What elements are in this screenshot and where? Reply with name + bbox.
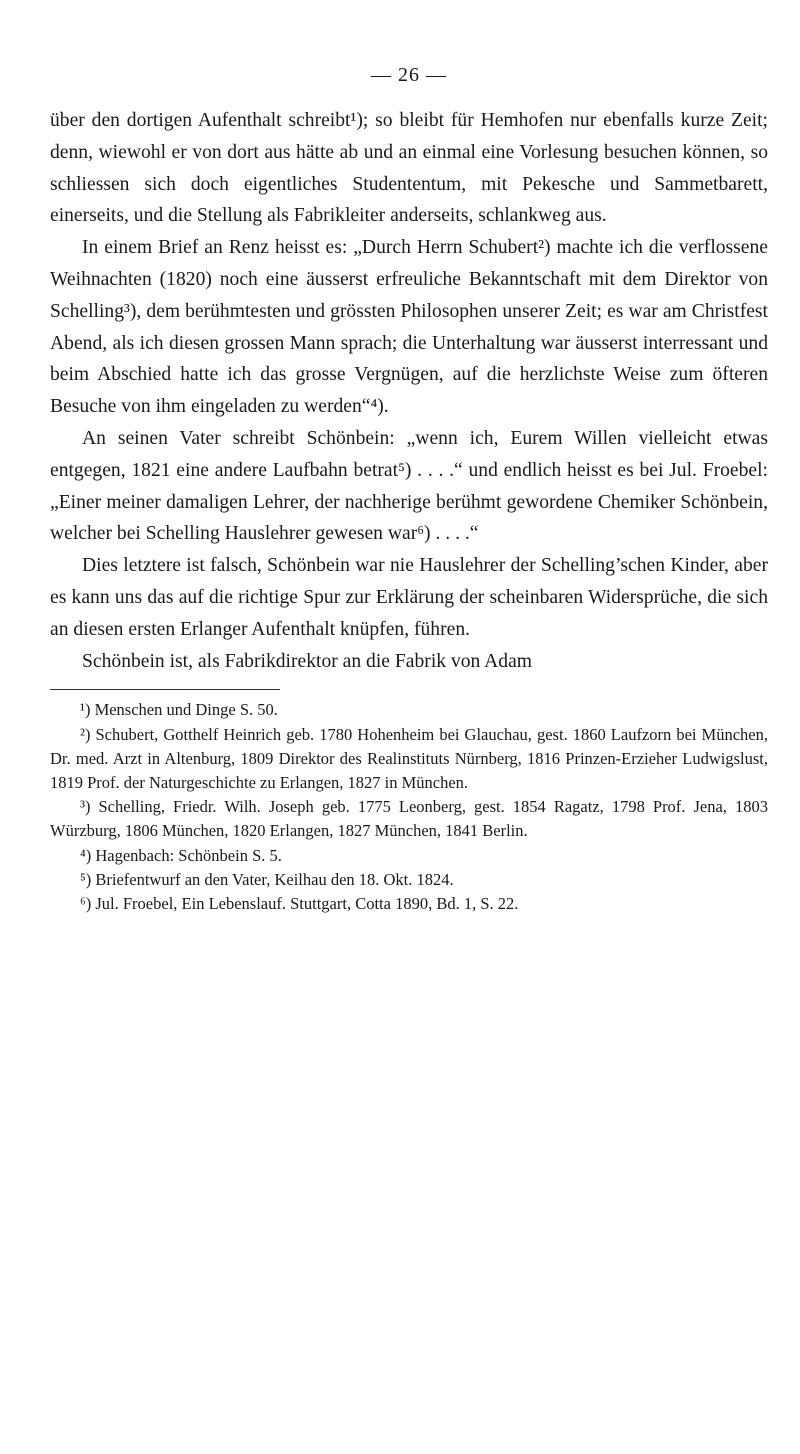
paragraph: Schönbein ist, als Fabrikdirektor an die Fabrik von Adam	[82, 650, 533, 672]
main-text	[50, 105, 768, 677]
book-page	[50, 0, 768, 916]
paragraph: In einem Brief an Renz heisst es: „Durch Herrn Schubert²) machte ich die verflossene Weihnachten (1820) noch eine äusserst erfreuliche Bekanntschaft mit dem Direktor von Schelling³), dem berühmtesten und grössten Philosophen unserer Zeit; es war am Christfest Abend, als ich diesen grossen Mann sprach; die Unterhaltung war äusserst interressant und beim Abschied hatte ich das grosse Vergnügen, auf die herzlichste Weise zum öfteren Besuche von ihm eingeladen zu werden“⁴).	[50, 237, 768, 418]
footnotes	[50, 698, 768, 916]
page-number: — 26 —	[371, 64, 447, 86]
footnote: ³) Schelling, Friedr. Wilh. Joseph geb. 1775 Leonberg, gest. 1854 Ragatz, 1798 Prof. Jena, 1803 Würzburg, 1806 München, 1820 Erlangen, 1827 München, 1841 Berlin.	[50, 797, 768, 841]
paragraph: An seinen Vater schreibt Schönbein: „wenn ich, Eurem Willen vielleicht etwas entgegen, 1821 eine andere Laufbahn betrat⁵) . . . .“ und endlich heisst es bei Jul. Froebel: „Einer meiner damaligen Lehrer, der nachherige berühmt gewordene Chemiker Schönbein, welcher bei Schelling Hauslehrer gewesen war⁶) . . . .“	[50, 427, 768, 545]
footnote: ⁵) Briefentwurf an den Vater, Keilhau den 18. Okt. 1824.	[80, 869, 454, 889]
footnote: ⁴) Hagenbach: Schönbein S. 5.	[80, 845, 282, 865]
footnote: ²) Schubert, Gotthelf Heinrich geb. 1780 Hohenheim bei Glauchau, gest. 1860 Laufzorn bei München, Dr. med. Arzt in Altenburg, 1809 Direktor des Realinstituts Nürnberg, 1816 Prinzen-Erzieher Ludwigslust, 1819 Prof. der Naturgeschichte zu Erlangen, 1827 in München.	[50, 724, 768, 792]
paragraph: Dies letztere ist falsch, Schönbein war nie Hauslehrer der Schelling’schen Kinder, aber es kann uns das auf die richtige Spur zur Erklärung der scheinbaren Widersprüche, die sich an diesen ersten Erlanger Aufenthalt knüpfen, führen.	[50, 555, 768, 640]
footnote: ¹) Menschen und Dinge S. 50.	[80, 700, 278, 720]
footnote-divider	[50, 689, 280, 690]
footnote: ⁶) Jul. Froebel, Ein Lebenslauf. Stuttgart, Cotta 1890, Bd. 1, S. 22.	[80, 893, 519, 913]
paragraph: über den dortigen Aufenthalt schreibt¹); so bleibt für Hemhofen nur ebenfalls kurze Zeit; denn, wiewohl er von dort aus hätte ab und an einmal eine Vorlesung besuchen können, so schliessen sich doch eigentliches Studententum, mit Pekesche und Sammetbarett, einerseits, und die Stellung als Fabrikleiter anderseits, schlankweg aus.	[50, 110, 768, 227]
